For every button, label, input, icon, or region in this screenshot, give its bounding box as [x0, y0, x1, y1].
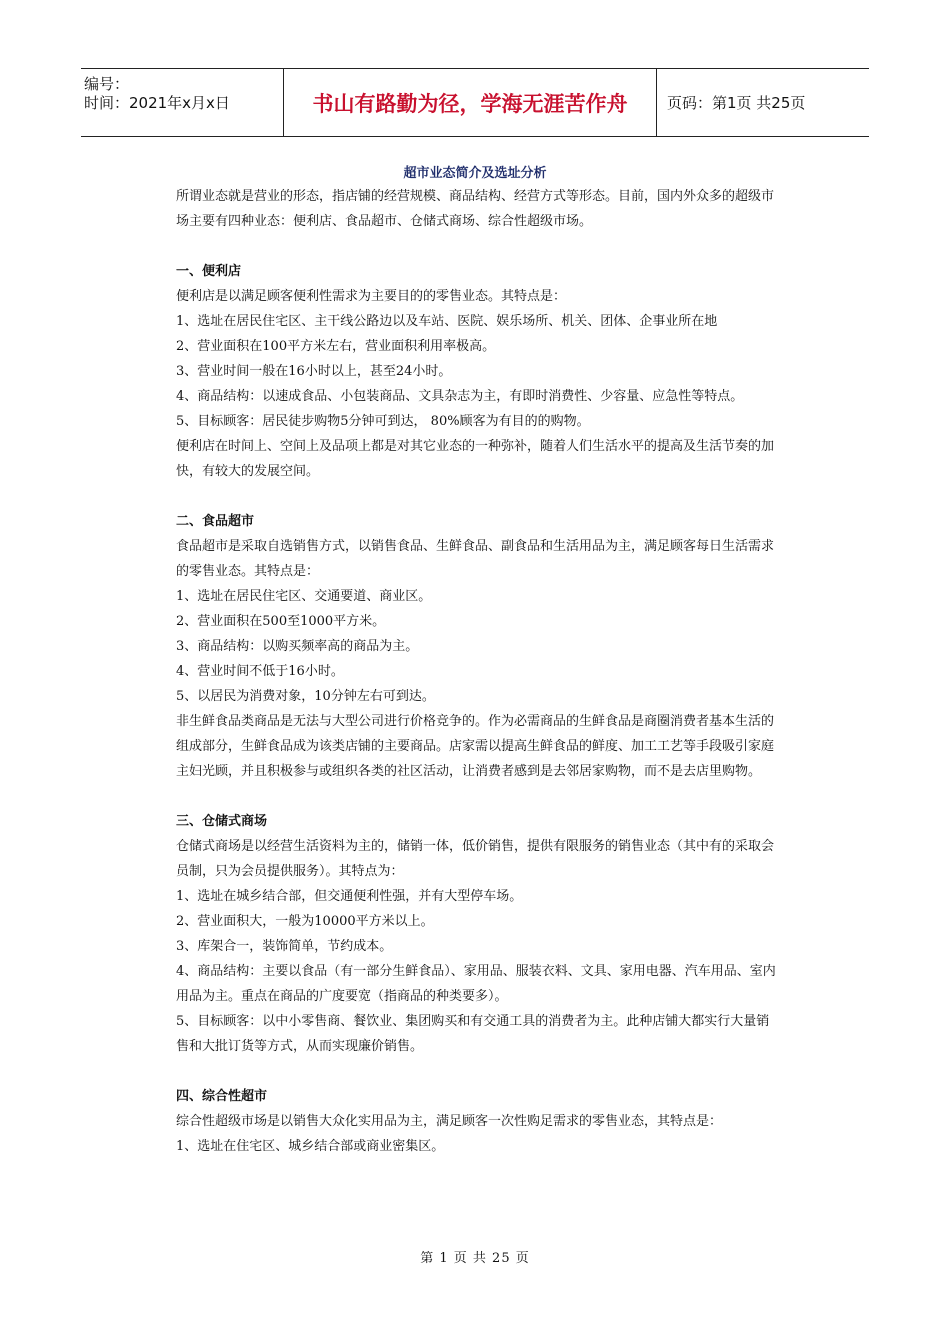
paragraph: 4、营业时间不低于16小时。: [176, 664, 344, 679]
header-meta: [81, 69, 283, 136]
document-body: [176, 184, 776, 1159]
section-food-supermarket: [176, 509, 776, 784]
intro-paragraph: 所谓业态就是营业的形态，指店铺的经营规模、商品结构、经营方式等形态。目前，国内外众多的超级市场主要有四种业态：便利店、食品超市、仓储式商场、综合性超级市场。: [176, 189, 775, 229]
section-heading: 一、便利店: [176, 264, 242, 279]
paragraph: 仓储式商场是以经营生活资料为主的，储销一体，低价销售，提供有限服务的销售业态（其中有的采取会员制，只为会员提供服务）。其特点为：: [176, 839, 775, 879]
section-heading: 四、综合性超市: [176, 1089, 268, 1104]
paragraph: 3、库架合一，装饰简单，节约成本。: [176, 939, 393, 954]
paragraph: 4、商品结构：主要以食品（有一部分生鲜食品）、家用品、服装衣料、文具、家用电器、汽车用品、室内用品为主。重点在商品的广度要宽（指商品的种类要多）。: [176, 964, 776, 1004]
page-footer: 第 1 页 共 25 页: [420, 1251, 530, 1266]
paragraph: 1、选址在城乡结合部，但交通便利性强，并有大型停车场。: [176, 889, 523, 904]
paragraph: 3、商品结构：以购买频率高的商品为主。: [176, 639, 419, 654]
section-heading: 二、食品超市: [176, 514, 255, 529]
paragraph: 3、营业时间一般在16小时以上，甚至24小时。: [176, 364, 452, 379]
section-warehouse-store: [176, 809, 776, 1059]
section-convenience-store: [176, 259, 776, 484]
paragraph: 便利店在时间上、空间上及品项上都是对其它业态的一种弥补，随着人们生活水平的提高及生活节奏的加快，有较大的发展空间。: [176, 439, 775, 479]
section-hypermarket: [176, 1084, 776, 1159]
page-header: [81, 68, 869, 137]
paragraph: 食品超市是采取自选销售方式，以销售食品、生鲜食品、副食品和生活用品为主，满足顾客每日生活需求的零售业态。其特点是：: [176, 539, 775, 579]
paragraph: 2、营业面积在100平方米左右，营业面积利用率极高。: [176, 339, 496, 354]
paragraph: 5、目标顾客：居民徒步购物5分钟可到达， 80%顾客为有目的的购物。: [176, 414, 590, 429]
paragraph: 5、目标顾客：以中小零售商、餐饮业、集团购买和有交通工具的消费者为主。此种店铺大都实行大量销售和大批订货等方式，从而实现廉价销售。: [176, 1014, 770, 1054]
paragraph: 4、商品结构：以速成食品、小包装商品、文具杂志为主，有即时消费性、少容量、应急性等特点。: [176, 389, 744, 404]
document-date: 时间：2021年x月x日: [84, 94, 230, 112]
paragraph: 非生鲜食品类商品是无法与大型公司进行价格竞争的。作为必需商品的生鲜食品是商圈消费者基本生活的组成部分，生鲜食品成为该类店铺的主要商品。店家需以提高生鲜食品的鲜度、加工工艺等手段吸引家庭主妇光顾，并且积极参与或组织各类的社区活动，让消费者感到是去邻居家购物，而不是去店里购物。: [176, 714, 775, 779]
paragraph: 1、选址在居民住宅区、主干线公路边以及车站、医院、娱乐场所、机关、团体、企事业所在地: [176, 314, 718, 329]
paragraph: 2、营业面积在500至1000平方米。: [176, 614, 386, 629]
paragraph: 便利店是以满足顾客便利性需求为主要目的的零售业态。其特点是：: [176, 289, 567, 304]
header-page-info: 页码：第1页 共25页: [667, 94, 806, 112]
paragraph: 综合性超级市场是以销售大众化实用品为主，满足顾客一次性购足需求的零售业态，其特点是：: [176, 1114, 723, 1129]
section-heading: 三、仓储式商场: [176, 814, 268, 829]
paragraph: 1、选址在居民住宅区、交通要道、商业区。: [176, 589, 432, 604]
paragraph: 5、以居民为消费对象，10分钟左右可到达。: [176, 689, 435, 704]
document-number-label: 编号：: [84, 75, 130, 93]
paragraph: 2、营业面积大，一般为10000平方米以上。: [176, 914, 434, 929]
paragraph: 1、选址在住宅区、城乡结合部或商业密集区。: [176, 1139, 445, 1154]
document-title: 超市业态简介及选址分析: [403, 166, 547, 181]
header-motto: 书山有路勤为径，学海无涯苦作舟: [283, 69, 657, 136]
